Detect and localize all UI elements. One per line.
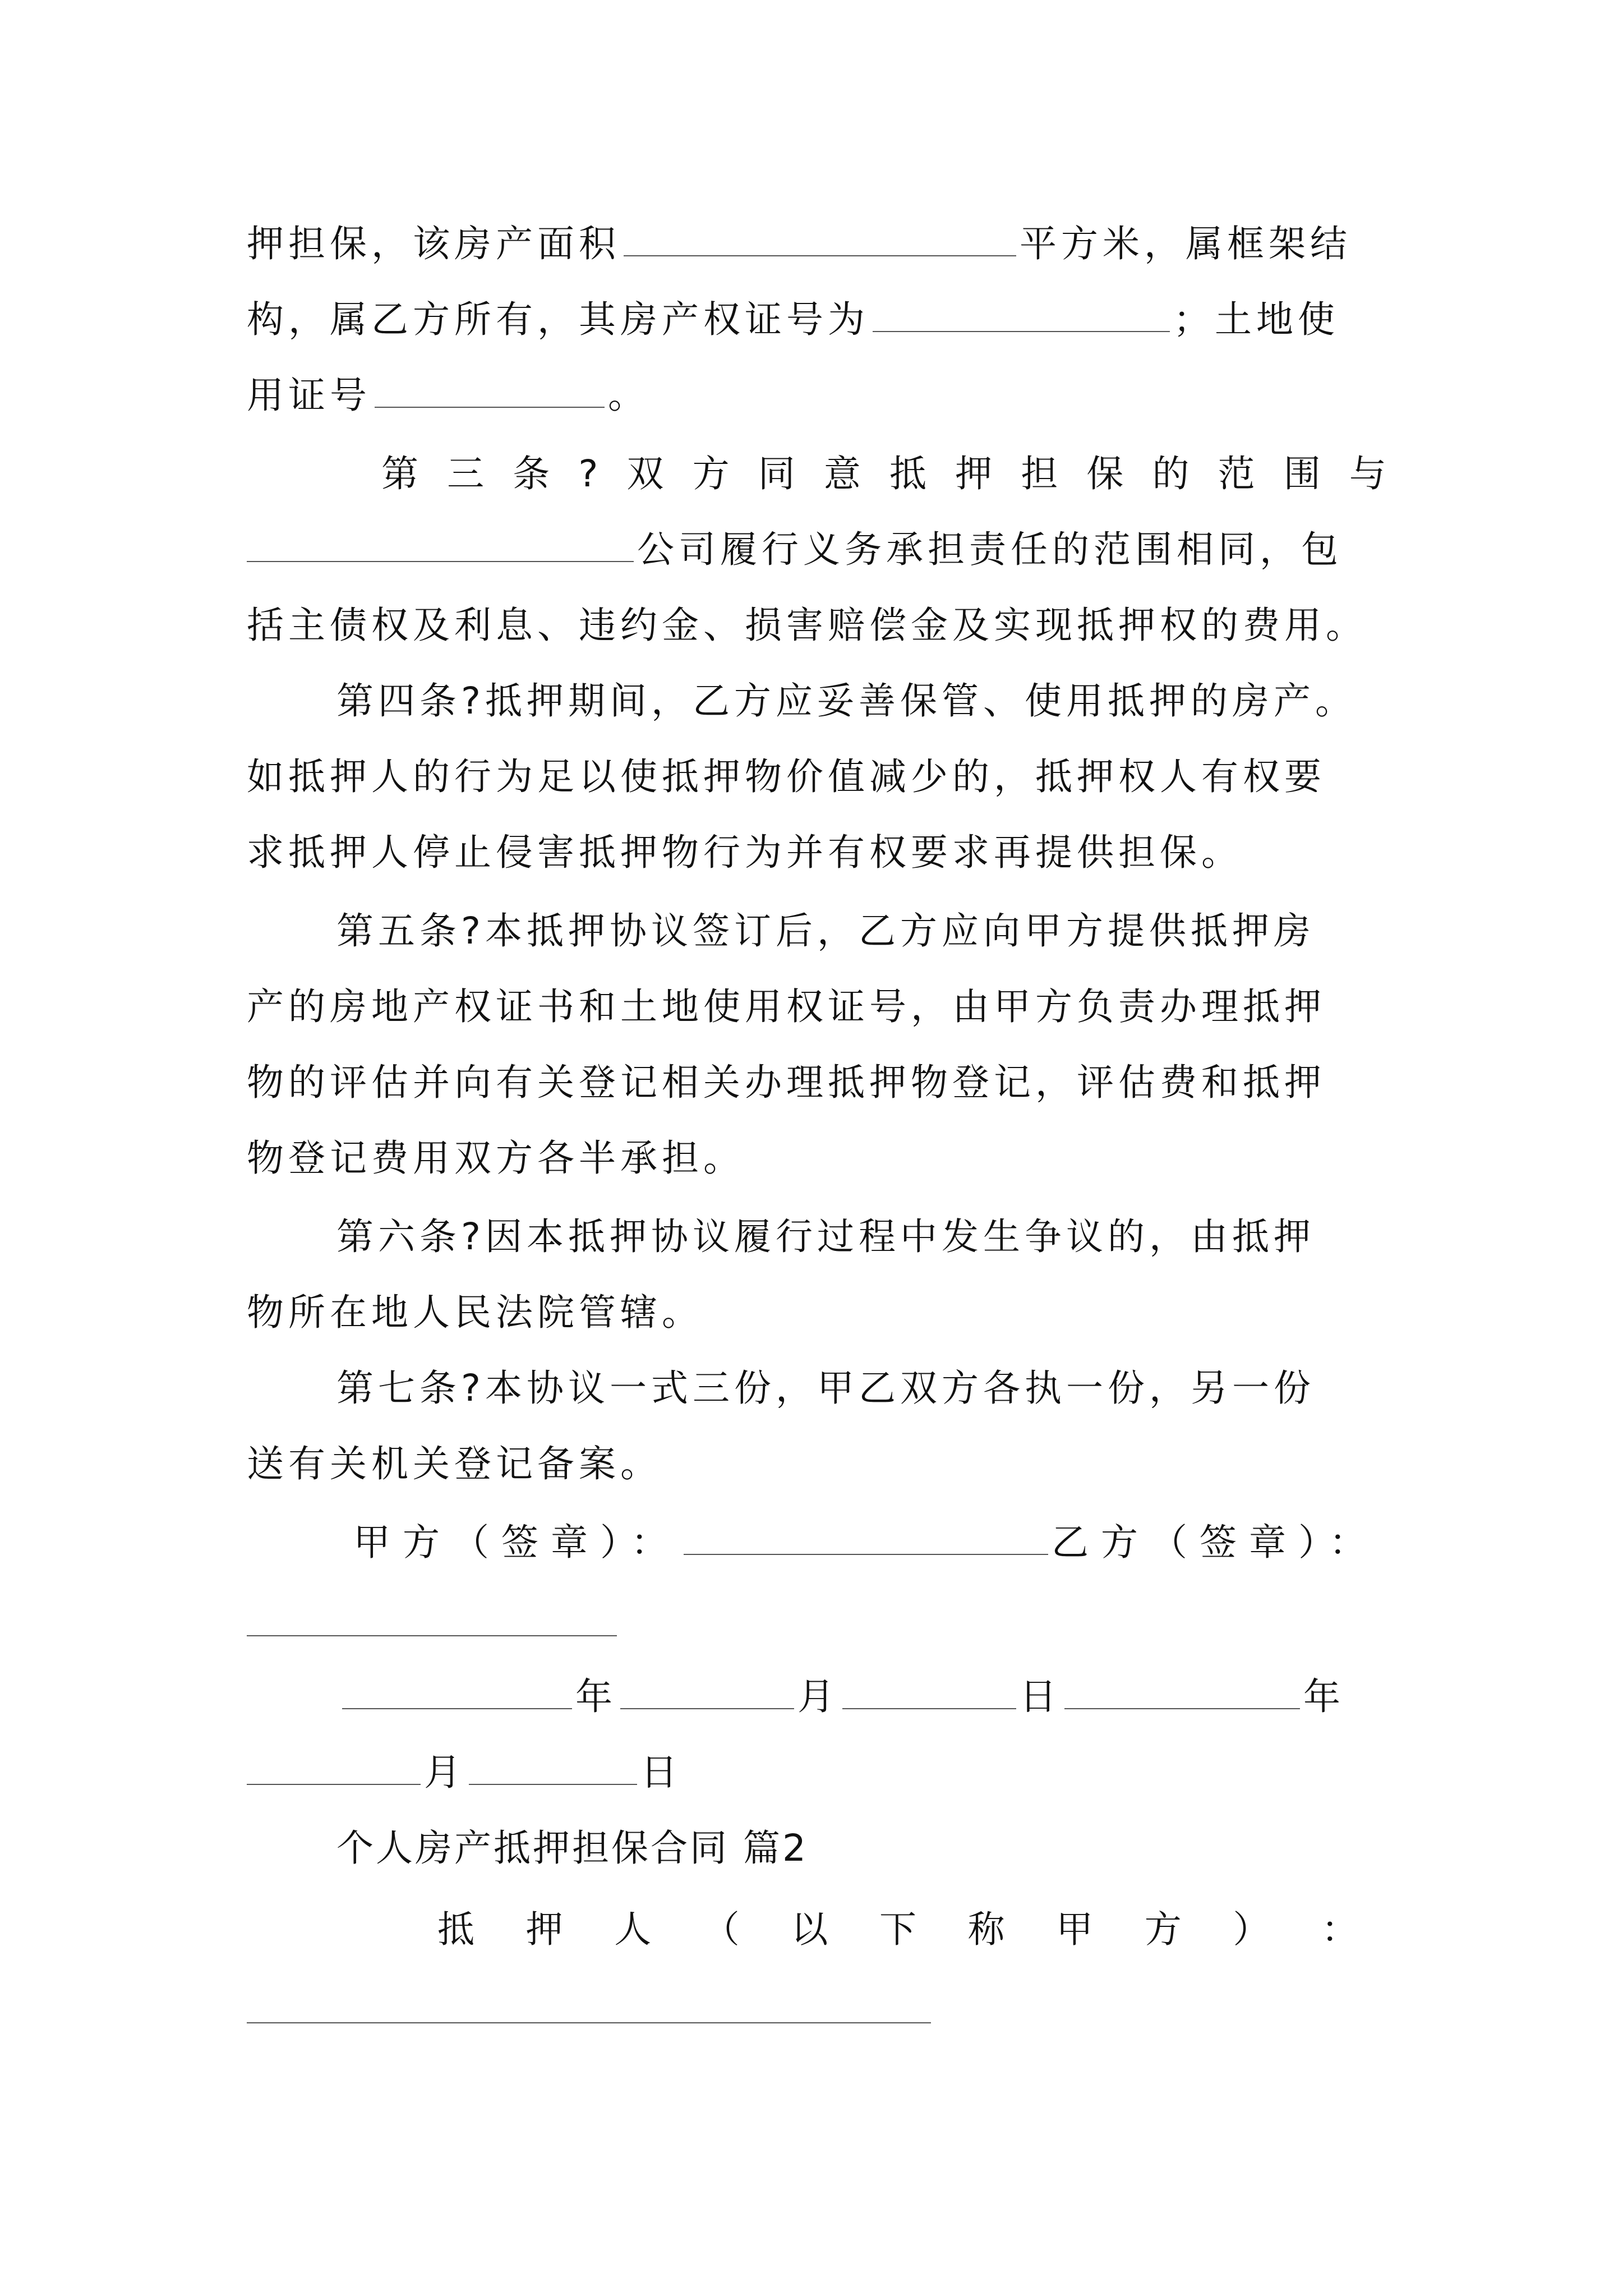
day-label: 日: [1020, 1675, 1061, 1718]
heading-char: 称: [967, 1908, 1009, 1951]
heading-char: 第: [381, 452, 423, 495]
text-segment: ；土地使: [1173, 298, 1339, 341]
heading-char: 围: [1283, 452, 1325, 495]
heading-char: 押: [955, 452, 997, 495]
heading-char: 意: [823, 452, 865, 495]
heading-char: 人: [614, 1908, 656, 1951]
year-blank: [1064, 1671, 1300, 1709]
paragraph-line: [247, 522, 1391, 578]
heading-char: ?: [578, 452, 603, 495]
heading-char: 方: [692, 452, 734, 495]
article-five-line: 第五条?本抵押协议签订后，乙方应向甲方提供抵押房: [336, 909, 1316, 953]
paragraph-line: [247, 292, 1391, 348]
day-label: 日: [640, 1751, 682, 1794]
paragraph-line: 产的房地产权证书和土地使用权证号，由甲方负责办理抵押: [247, 985, 1326, 1028]
article-three-heading: [381, 446, 1391, 502]
day-blank: [842, 1671, 1016, 1709]
section-heading: 个人房产抵押担保合同 篇2: [336, 1826, 808, 1870]
article-six-line: 第六条?因本抵押协议履行过程中发生争议的，由抵押: [336, 1215, 1316, 1258]
date-line: [342, 1669, 1391, 1725]
paragraph-line: [247, 216, 1391, 272]
text-segment: 平方米，属框架结: [1020, 222, 1352, 265]
month-blank: [247, 1747, 421, 1785]
heading-char: 下: [879, 1908, 921, 1951]
article-four-line: 第四条?抵押期间，乙方应妥善保管、使用抵押的房产。: [336, 679, 1357, 723]
fill-blank: [873, 294, 1170, 332]
paragraph-line: 物登记费用双方各半承担。: [247, 1137, 745, 1180]
heading-char: 范: [1218, 452, 1260, 495]
signature-line: [353, 1515, 1391, 1571]
mortgagor-line: [437, 1902, 1363, 1958]
fill-blank: [247, 524, 634, 562]
party-a-signature-blank: [684, 1517, 1048, 1555]
text-segment: 公司履行义务承担责任的范围相同，包: [637, 528, 1343, 571]
heading-char: 保: [1086, 452, 1128, 495]
month-label: 月: [424, 1751, 465, 1794]
paragraph-line: 物所在地人民法院管辖。: [247, 1291, 703, 1334]
paragraph-line: [247, 367, 1391, 424]
party-b-signature-label: 乙方（签章）：: [1052, 1521, 1378, 1564]
month-blank: [620, 1671, 794, 1709]
heading-char: 抵: [889, 452, 932, 495]
text-segment: 构，属乙方所有，其房产权证号为: [247, 298, 869, 341]
year-label: 年: [1303, 1675, 1345, 1718]
heading-char: ）: [1233, 1908, 1275, 1951]
year-label: 年: [575, 1675, 617, 1718]
fill-blank: [375, 370, 605, 408]
party-a-signature-label: 甲方（签章）：: [353, 1521, 680, 1564]
day-blank: [469, 1747, 637, 1785]
heading-char: 以: [791, 1908, 833, 1951]
month-label: 月: [797, 1675, 839, 1718]
heading-char: ：: [1321, 1908, 1363, 1951]
paragraph-line: 求抵押人停止侵害抵押物行为并有权要求再提供担保。: [247, 831, 1243, 874]
heading-char: 的: [1152, 452, 1194, 495]
heading-char: 三: [447, 452, 489, 495]
paragraph-line: 括主债权及利息、违约金、损害赔偿金及实现抵押权的费用。: [247, 604, 1367, 647]
mortgagor-name-blank: [247, 2022, 931, 2023]
fill-blank: [624, 218, 1016, 256]
heading-char: 甲: [1056, 1908, 1098, 1951]
heading-char: 与: [1349, 452, 1391, 495]
party-b-signature-blank: [247, 1635, 617, 1636]
text-segment: 。: [608, 374, 649, 417]
paragraph-line: 如抵押人的行为足以使抵押物价值减少的，抵押权人有权要: [247, 755, 1326, 798]
heading-char: 双: [626, 452, 668, 495]
text-segment: 用证号: [247, 374, 371, 417]
year-blank: [342, 1671, 572, 1709]
paragraph-line: 送有关机关登记备案。: [247, 1442, 662, 1485]
article-seven-line: 第七条?本协议一式三份，甲乙双方各执一份，另一份: [336, 1366, 1316, 1410]
heading-char: 同: [758, 452, 800, 495]
heading-char: 抵: [437, 1908, 479, 1951]
heading-char: 担: [1021, 452, 1063, 495]
heading-char: 方: [1144, 1908, 1186, 1951]
heading-char: 押: [525, 1908, 568, 1951]
text-segment: 押担保，该房产面积: [247, 222, 620, 265]
date-line: [247, 1745, 1391, 1801]
heading-char: 条: [513, 452, 555, 495]
heading-char: （: [702, 1908, 744, 1951]
paragraph-line: 物的评估并向有关登记相关办理抵押物登记，评估费和抵押: [247, 1061, 1326, 1104]
